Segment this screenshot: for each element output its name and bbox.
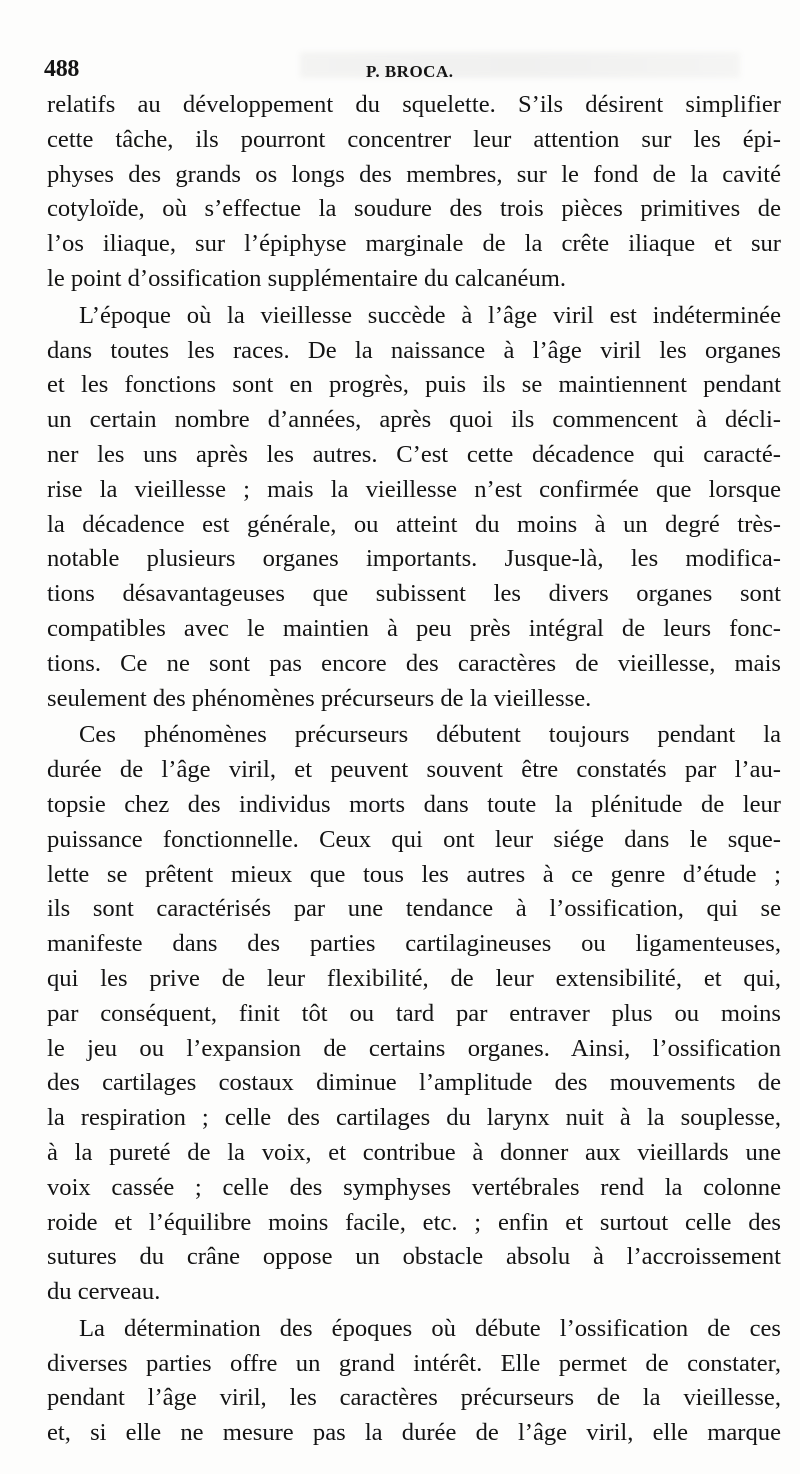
text-line: sutures du crâne oppose un obstacle absolu à l’accroissement	[47, 1243, 781, 1271]
text-line: ils sont caractérisés par une tendance à l’ossification, qui se	[47, 895, 781, 923]
text-line: le point d’ossification supplémentaire du calcanéum.	[47, 264, 567, 292]
paragraph	[47, 299, 781, 717]
text-line: qui les prive de leur flexibilité, de leur extensibilité, et qui,	[47, 964, 781, 992]
text-line: compatibles avec le maintien à peu près intégral de leurs fonc-	[47, 614, 781, 642]
text-line: par conséquent, finit tôt ou tard par entraver plus ou moins	[47, 999, 781, 1027]
paragraph	[47, 88, 781, 297]
text-line: voix cassée ; celle des symphyses vertébrales rend la colonne	[47, 1173, 781, 1201]
text-line: la respiration ; celle des cartilages du larynx nuit à la souplesse,	[47, 1104, 781, 1132]
text-line: ner les uns après les autres. C’est cette décadence qui caracté-	[47, 440, 781, 468]
text-line: La détermination des époques où débute l’ossification de ces	[79, 1314, 781, 1342]
text-line: la décadence est générale, ou atteint du moins à un degré très-	[47, 510, 781, 538]
text-line: pendant l’âge viril, les caractères précurseurs de la vieillesse,	[47, 1384, 781, 1412]
page-header	[44, 56, 779, 92]
text-line: un certain nombre d’années, après quoi ils commencent à décli-	[47, 406, 781, 434]
text-line: roide et l’équilibre moins facile, etc. ; enfin et surtout celle des	[47, 1208, 781, 1236]
text-line: puissance fonctionnelle. Ceux qui ont leur siége dans le sque-	[47, 825, 781, 853]
text-line: cette tâche, ils pourront concentrer leur attention sur les épi-	[47, 125, 781, 153]
text-line: l’os iliaque, sur l’épiphyse marginale de la crête iliaque et sur	[47, 230, 781, 258]
paragraph	[47, 1312, 781, 1451]
text-line: dans toutes les races. De la naissance à l’âge viril les organes	[47, 336, 781, 364]
text-line: notable plusieurs organes importants. Jusque-là, les modifica-	[47, 545, 781, 573]
text-line: tions désavantageuses que subissent les divers organes sont	[47, 580, 781, 608]
text-line: tions. Ce ne sont pas encore des caractères de vieillesse, mais	[47, 649, 781, 677]
running-head: P. BROCA.	[366, 62, 454, 81]
text-line: durée de l’âge viril, et peuvent souvent être constatés par l’au-	[47, 756, 781, 784]
text-line: et, si elle ne mesure pas la durée de l’âge viril, elle marque	[47, 1419, 781, 1447]
text-line: seulement des phénomènes précurseurs de la vieillesse.	[47, 684, 592, 712]
text-line: topsie chez des individus morts dans toute la plénitude de leur	[47, 790, 781, 818]
text-line: manifeste dans des parties cartilagineuses ou ligamenteuses,	[47, 930, 781, 958]
body-text	[47, 88, 781, 1451]
text-line: physes des grands os longs des membres, sur le fond de la cavité	[47, 160, 781, 188]
text-line: des cartilages costaux diminue l’amplitude des mouvements de	[47, 1069, 781, 1097]
text-line: diverses parties offre un grand intérêt. Elle permet de constater,	[47, 1349, 781, 1377]
text-line: et les fonctions sont en progrès, puis ils se maintiennent pendant	[47, 371, 781, 399]
text-line: cotyloïde, où s’effectue la soudure des trois pièces primitives de	[47, 195, 781, 223]
text-line: rise la vieillesse ; mais la vieillesse n’est confirmée que lorsque	[47, 475, 781, 503]
text-line: L’époque où la vieillesse succède à l’âge viril est indéterminée	[79, 301, 781, 329]
text-line: du cerveau.	[47, 1278, 161, 1306]
text-line: lette se prêtent mieux que tous les autres à ce genre d’étude ;	[47, 860, 781, 888]
text-line: le jeu ou l’expansion de certains organes. Ainsi, l’ossification	[47, 1034, 781, 1062]
paragraph	[47, 718, 781, 1310]
page-number: 488	[44, 56, 80, 82]
text-line: Ces phénomènes précurseurs débutent toujours pendant la	[79, 721, 781, 749]
text-line: à la pureté de la voix, et contribue à donner aux vieillards une	[47, 1138, 781, 1166]
text-line: relatifs au développement du squelette. S’ils désirent simplifier	[47, 91, 781, 118]
